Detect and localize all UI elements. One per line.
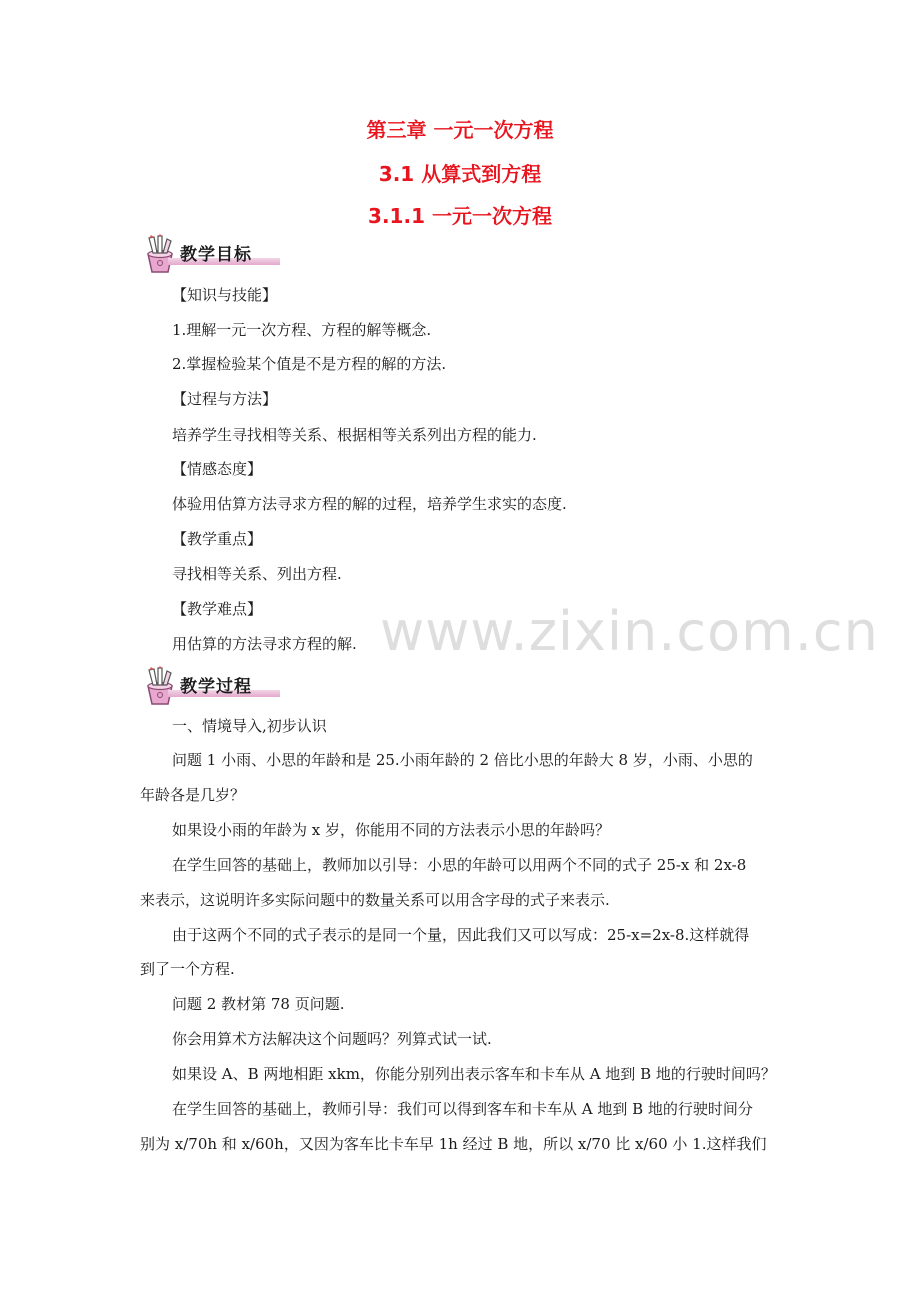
pencil-cup-icon: [140, 234, 180, 274]
paragraph-6-line-2: 别为 x/70h 和 x/60h，又因为客车比卡车早 1h 经过 B 地，所以 x/70 比 x/60 小 1.这样我们: [140, 1135, 767, 1153]
teaching-goals-badge: [140, 234, 282, 274]
knowledge-item-1: 1.理解一元一次方程、方程的解等概念.: [172, 321, 432, 339]
paragraph-6-line-1: 在学生回答的基础上，教师引导：我们可以得到客车和卡车从 A 地到 B 地的行驶时间分: [172, 1100, 753, 1118]
paragraph-2-line-2: 来表示，这说明许多实际问题中的数量关系可以用含字母的式子来表示.: [140, 891, 610, 909]
subsection-title: 3.1.1 一元一次方程: [368, 204, 552, 228]
paragraph-2-line-1: 在学生回答的基础上，教师加以引导：小思的年龄可以用两个不同的式子 25-x 和 2x-8: [172, 856, 747, 874]
paragraph-5: 如果设 A、B 两地相距 xkm，你能分别列出表示客车和卡车从 A 地到 B 地的行驶时间吗？: [172, 1065, 776, 1083]
question-2: 问题 2 教材第 78 页问题.: [172, 995, 345, 1013]
question-1-line-2: 年龄各是几岁？: [140, 786, 246, 804]
paragraph-1: 如果设小雨的年龄为 x 岁，你能用不同的方法表示小思的年龄吗？: [172, 821, 610, 839]
method-heading: 【过程与方法】: [172, 390, 278, 408]
difficulty-heading: 【教学难点】: [172, 600, 263, 618]
knowledge-item-2: 2.掌握检验某个值是不是方程的解的方法.: [172, 355, 447, 373]
paragraph-4: 你会用算术方法解决这个问题吗？列算式试一试.: [172, 1030, 492, 1048]
method-item-1: 培养学生寻找相等关系、根据相等关系列出方程的能力.: [172, 426, 537, 444]
attitude-item-1: 体验用估算方法寻求方程的解的过程，培养学生求实的态度.: [172, 495, 567, 513]
chapter-title: 第三章 一元一次方程: [366, 118, 554, 142]
paragraph-3-line-2: 到了一个方程.: [140, 960, 235, 978]
step-1-heading: 一、情境导入,初步认识: [172, 717, 327, 735]
question-1-line-1: 问题 1 小雨、小思的年龄和是 25.小雨年龄的 2 倍比小思的年龄大 8 岁，小雨、小思的: [172, 751, 753, 769]
difficulty-item-1: 用估算的方法寻求方程的解.: [172, 635, 357, 653]
key-point-item-1: 寻找相等关系、列出方程.: [172, 565, 342, 583]
attitude-heading: 【情感态度】: [172, 460, 263, 478]
key-point-heading: 【教学重点】: [172, 530, 263, 548]
teaching-process-label: 教学过程: [180, 677, 252, 697]
section-title: 3.1 从算式到方程: [378, 162, 542, 186]
teaching-process-badge: [140, 666, 282, 706]
paragraph-3-line-1: 由于这两个不同的式子表示的是同一个量，因此我们又可以写成：25-x=2x-8.这样就得: [172, 926, 750, 944]
watermark: www.zixin.com.cn: [380, 600, 879, 663]
knowledge-heading: 【知识与技能】: [172, 286, 278, 304]
pencil-cup-icon: [140, 666, 180, 706]
teaching-goals-label: 教学目标: [180, 245, 252, 265]
